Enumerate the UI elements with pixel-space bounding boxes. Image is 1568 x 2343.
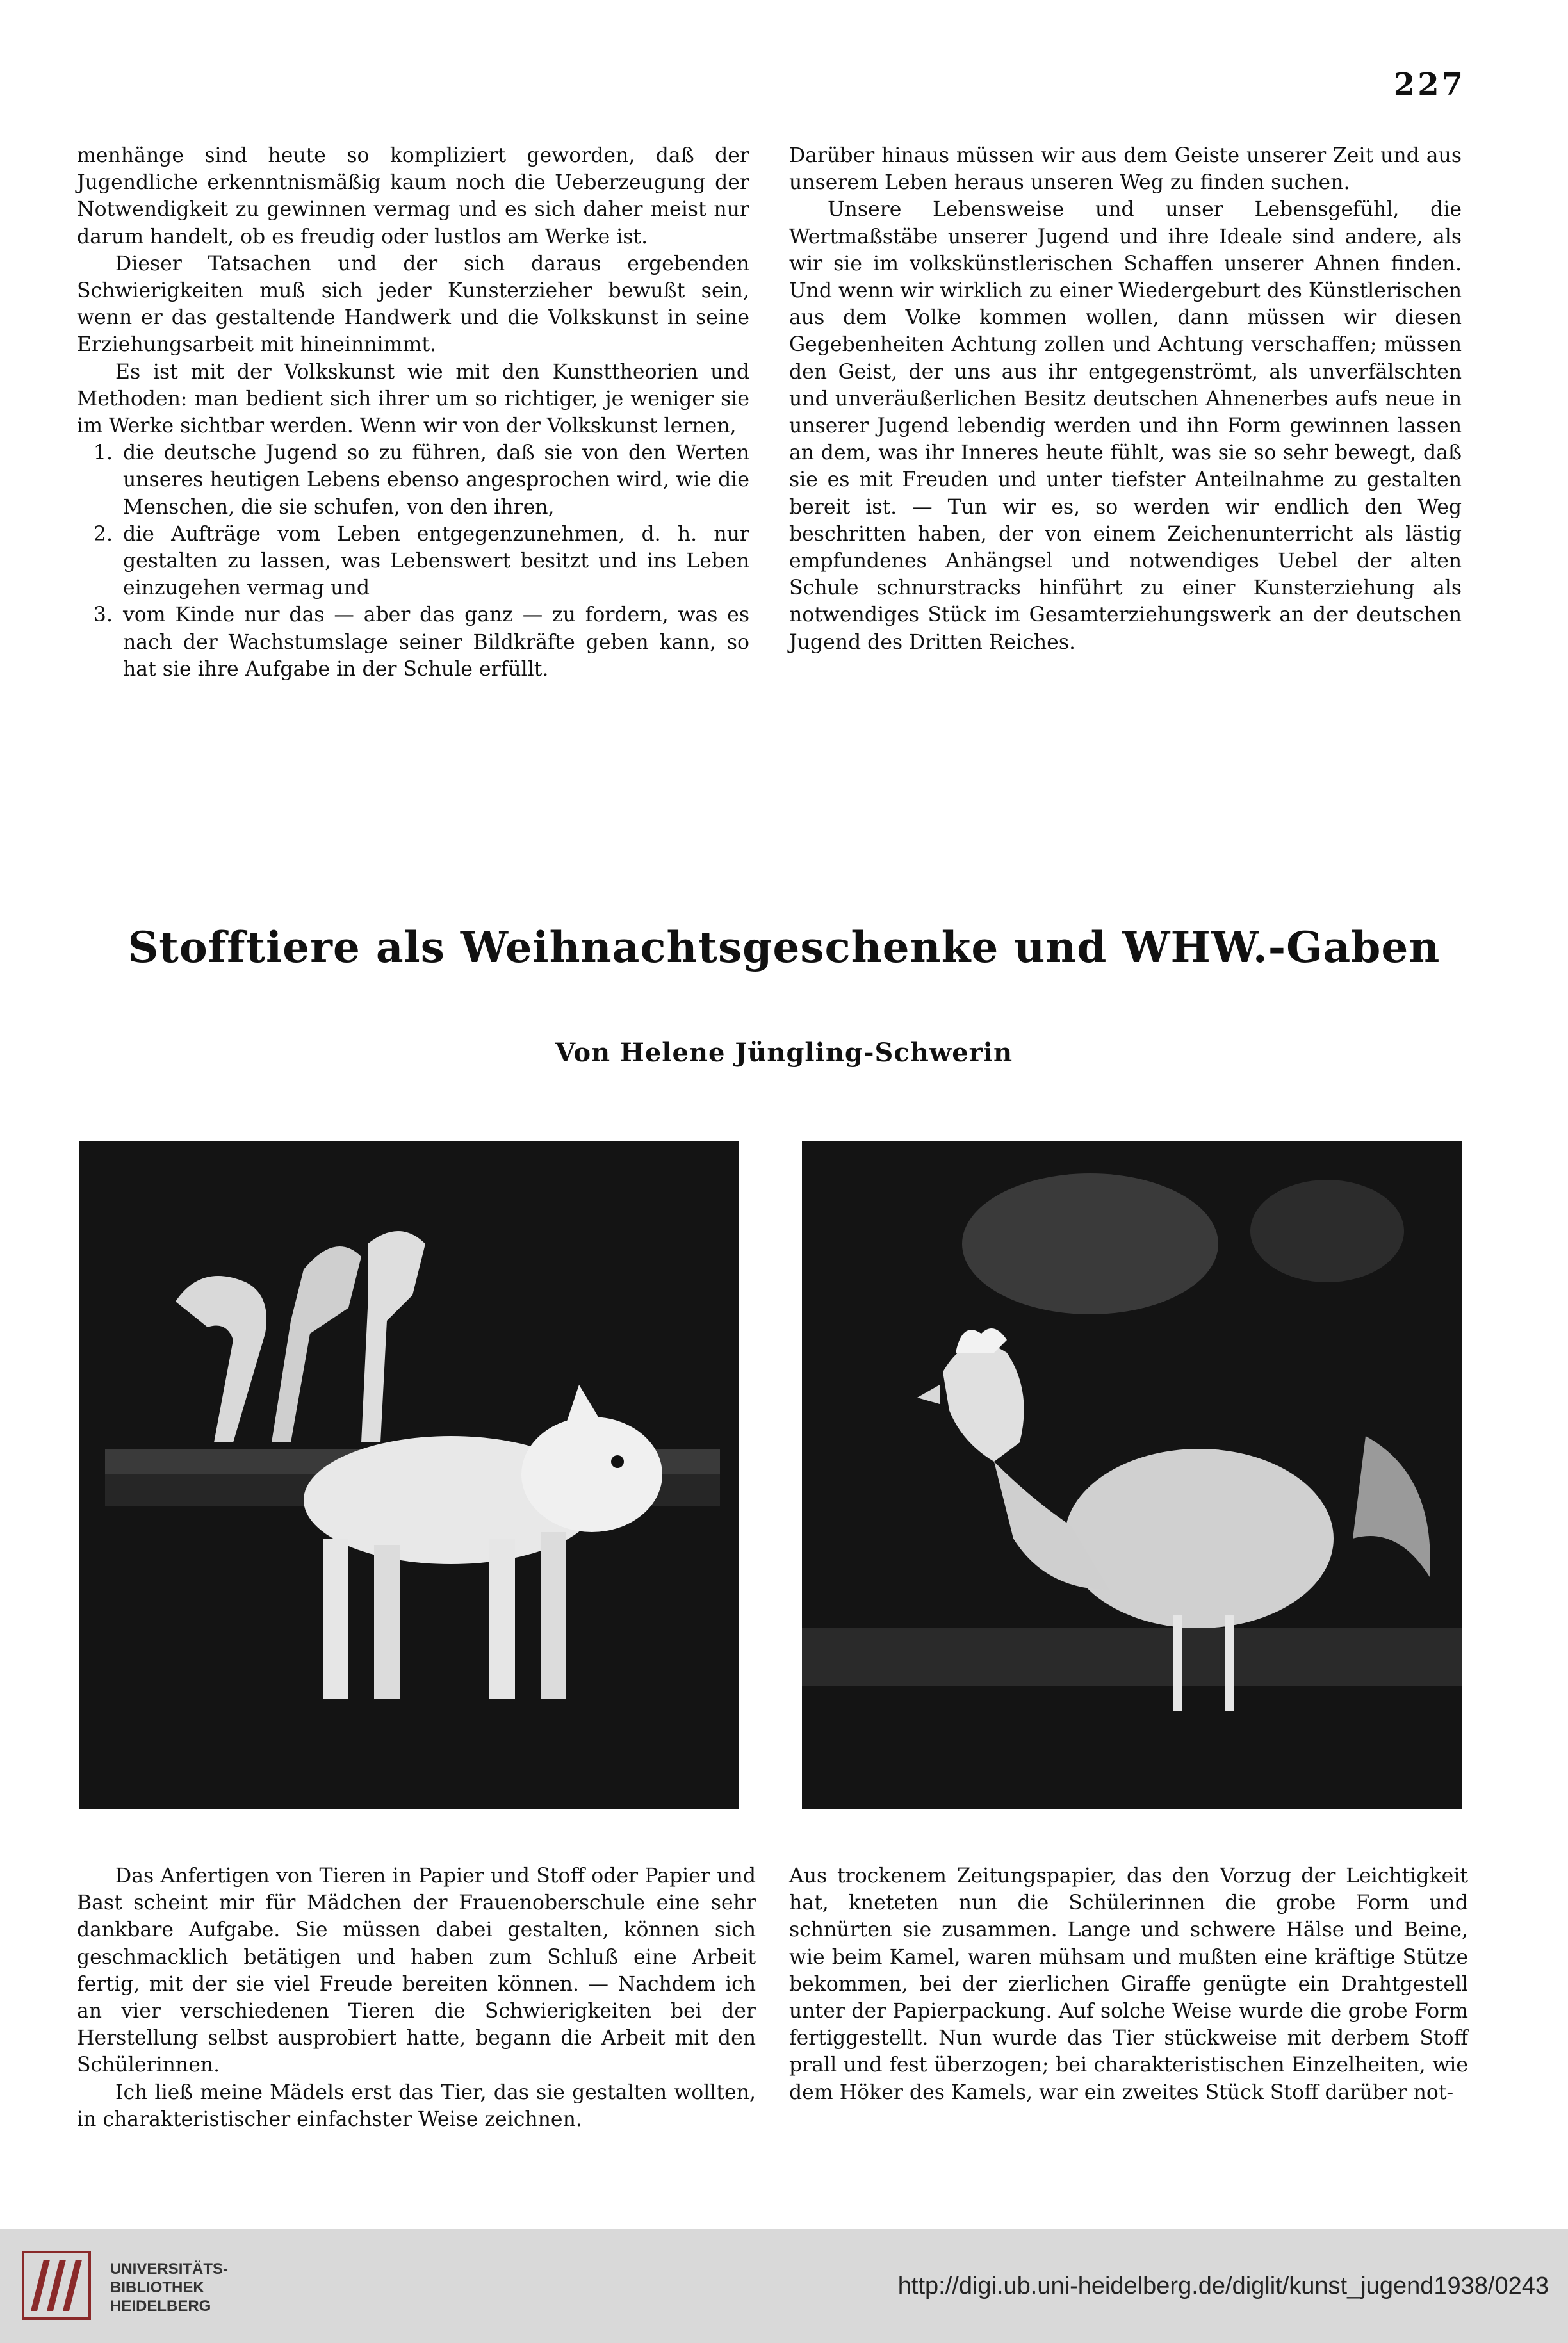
paragraph: Unsere Lebensweise und unser Lebensgefühl, die Wertmaßstäbe unserer Jugend und ihre Ideale sind andere, als wir sie im volkskünstlerischen Schaffen unserer Ahnen finden. Und wenn wir wirklich zu einer Wiedergeburt des Künstlerischen aus dem Volke kommen wollen, dann müssen wir diesen Gegebenheiten Achtung zollen und Achtung verschaffen; müssen den Geist, der uns aus ihr entgegenströmt, als unverfälschten und unveräußerlichen Besitz deutschen Ahnenerbes aufs neue in unserer Jugend lebendig werden und ihn Form gewinnen lassen an dem, was ihr Inneres heute fühlt, was sie so sehr bewegt, daß sie es mit Freuden und unter tiefster Anteilnahme zu gestalten bereit ist. — Tun wir es, so werden wir endlich den Weg beschritten haben, der von einem Zeichenunterricht als lästig empfundenes Anhängsel und notwendiges Uebel der alten Schule schnurstracks hinführt zu einer Kunsterziehung als notwendiges Stück im Gesamterziehungswerk an der deutschen Jugend des Dritten Reiches.	[789, 198, 1462, 654]
university-library-logo-icon	[18, 2247, 95, 2324]
photo-stuffed-animals-left	[79, 1141, 739, 1809]
list-item: 3. vom Kinde nur das — aber das ganz — zu fordern, was es nach der Wachstumslage seiner Bildkräfte geben kann, so hat sie ihre Aufgabe in der Schule erfüllt.	[119, 601, 749, 683]
paragraph: Ich ließ meine Mädels erst das Tier, das sie gestalten wollten, in charakteristischer einfachster Weise zeichnen.	[77, 2080, 756, 2131]
bottom-right-column	[789, 1863, 1468, 2106]
bottom-left-column	[77, 1863, 756, 2133]
paragraph: Es ist mit der Volkskunst wie mit den Kunsttheorien und Methoden: man bedient sich ihrer um so richtiger, je weniger sie im Werke sichtbar werden. Wenn wir von der Volkskunst lernen,	[77, 360, 749, 438]
footer-bar	[0, 2229, 1568, 2343]
paragraph: Aus trockenem Zeitungspapier, das den Vorzug der Leichtigkeit hat, kneteten nun die Schülerinnen die grobe Form und schnürten sie zusammen. Lange und schwere Hälse und Beine, wie beim Kamel, waren mühsam und mußten eine kräftige Stütze bekommen, bei der zierlichen Giraffe genügte ein Drahtgestell unter der Papierpackung. Auf solche Weise wurde die grobe Form fertiggestellt. Nun wurde das Tier stückweise mit derbem Stoff prall und fest überzogen; bei charakteristischen Einzelheiten, wie dem Höker des Kamels, war ein zweites Stück Stoff darüber not-	[789, 1865, 1468, 2104]
library-name-line: HEIDELBERG	[110, 2298, 211, 2315]
paragraph: menhänge sind heute so kompliziert geworden, daß der Jugendliche erkenntnismäßig kaum noch die Ueberzeugung der Notwendigkeit zu gewinnen vermag und es sich daher meist nur darum handelt, ob es freudig oder lustlos am Werke ist.	[77, 144, 749, 249]
library-name	[110, 2260, 228, 2315]
numbered-list	[77, 439, 749, 683]
stuffed-dog-and-giraffe-image	[79, 1141, 739, 1809]
library-name-line: UNIVERSITÄTS-	[110, 2260, 229, 2278]
paragraph: Das Anfertigen von Tieren in Papier und Stoff oder Papier und Bast scheint mir für Mädchen der Frauenoberschule eine sehr dankbare Aufgabe. Sie müssen dabei gestalten, können sich geschmacklich betätigen und haben zum Schluß eine Arbeit fertig, mit der sie viel Freude bereiten können. — Nachdem ich an vier verschiedenen Tieren die Schwierigkeiten bei der Herstellung selbst ausprobiert hatte, begann die Arbeit mit den Schülerinnen.	[77, 1865, 756, 2077]
paragraph: Darüber hinaus müssen wir aus dem Geiste unserer Zeit und aus unserem Leben heraus unseren Weg zu finden suchen.	[789, 144, 1462, 195]
stuffed-rooster-image	[802, 1141, 1462, 1809]
paragraph: Dieser Tatsachen und der sich daraus ergebenden Schwierigkeiten muß sich jeder Kunsterzieher bewußt sein, wenn er das gestaltende Handwerk und die Volkskunst in seine Erziehungsarbeit mit hineinnimmt.	[77, 252, 749, 357]
byline: Von Helene Jüngling-Schwerin	[555, 1038, 1013, 1068]
top-right-column	[789, 142, 1462, 656]
list-item: 1. die deutsche Jugend so zu führen, daß sie von den Werten unseres heutigen Lebens ebenso angesprochen wird, wie die Menschen, die sie schufen, von den ihren,	[119, 439, 749, 521]
list-item: 2. die Aufträge vom Leben entgegenzunehmen, d. h. nur gestalten zu lassen, was Lebenswert besitzt und ins Leben einzugehen vermag und	[119, 521, 749, 602]
top-left-column	[77, 142, 749, 683]
source-url-link[interactable]: http://digi.ub.uni-heidelberg.de/diglit/kunst_jugend1938/0243	[897, 2273, 1549, 2299]
article-title: Stofftiere als Weihnachtsgeschenke und WHW.-Gaben	[127, 922, 1441, 972]
library-name-line: BIBLIOTHEK	[110, 2279, 204, 2296]
page-number: 227	[1393, 67, 1466, 102]
photo-stuffed-animals-right	[802, 1141, 1462, 1809]
